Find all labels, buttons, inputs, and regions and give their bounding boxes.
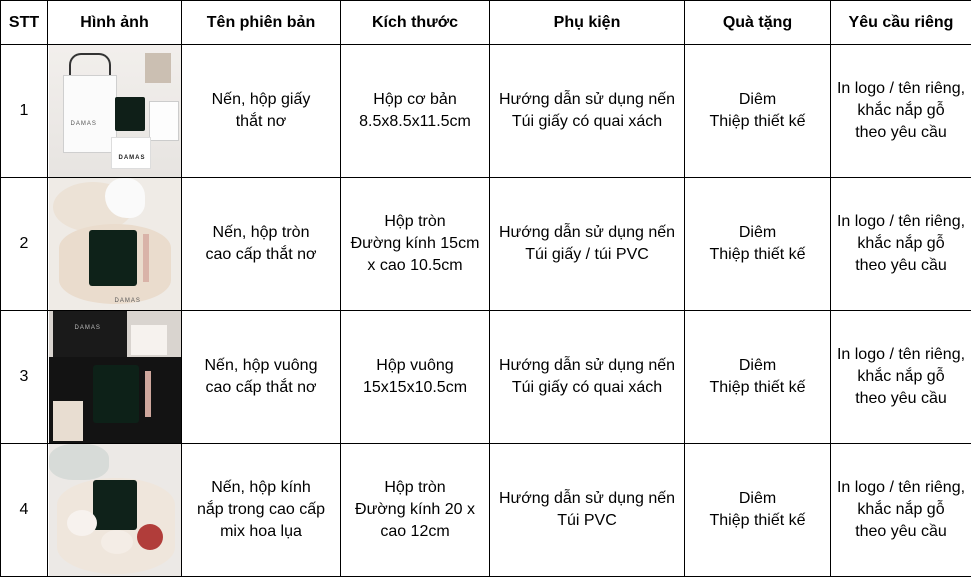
gifts-cell — [685, 311, 831, 444]
cell-line: In logo / tên riêng, — [834, 78, 968, 100]
cell-line: khắc nắp gỗ — [834, 366, 968, 388]
image-logo-text: DAMAS — [115, 290, 141, 310]
cell-line: Hộp tròn — [344, 211, 486, 233]
stt-cell: 2 — [1, 178, 48, 311]
card-logo-text: DAMAS — [119, 147, 146, 169]
product-image — [49, 178, 181, 310]
cell-line: thắt nơ — [185, 111, 337, 133]
accessories-cell — [490, 311, 685, 444]
size-cell — [341, 45, 490, 178]
cell-line: Hộp vuông — [344, 355, 486, 377]
cell-line: Thiệp thiết kế — [688, 111, 827, 133]
accessories-cell — [490, 444, 685, 577]
cell-line: Túi giấy có quai xách — [493, 377, 681, 399]
cell-line: Hướng dẫn sử dụng nến — [493, 222, 681, 244]
cell-line: Túi giấy có quai xách — [493, 111, 681, 133]
cell-line: In logo / tên riêng, — [834, 344, 968, 366]
image-cell — [48, 444, 182, 577]
table-row — [1, 311, 971, 444]
accessories-cell — [490, 178, 685, 311]
stt-cell: 1 — [1, 45, 48, 178]
cell-line: cao cấp thắt nơ — [185, 244, 337, 266]
cell-line: In logo / tên riêng, — [834, 211, 968, 233]
header-gifts: Quà tặng — [685, 1, 831, 45]
cell-line: Thiệp thiết kế — [688, 510, 827, 532]
stt-cell: 3 — [1, 311, 48, 444]
cell-line: 15x15x10.5cm — [344, 377, 486, 399]
cell-line: cao cấp thắt nơ — [185, 377, 337, 399]
size-cell — [341, 444, 490, 577]
header-custom-request: Yêu cầu riêng — [831, 1, 971, 45]
cell-line: Diêm — [688, 222, 827, 244]
product-image — [49, 45, 181, 177]
header-image: Hình ảnh — [48, 1, 182, 45]
cell-line: Nến, hộp giấy — [185, 89, 337, 111]
header-row — [1, 1, 971, 45]
header-version-name: Tên phiên bản — [182, 1, 341, 45]
cell-line: Thiệp thiết kế — [688, 244, 827, 266]
cell-line: Hộp tròn — [344, 477, 486, 499]
cell-line: khắc nắp gỗ — [834, 233, 968, 255]
cell-line: In logo / tên riêng, — [834, 477, 968, 499]
cell-line: Thiệp thiết kế — [688, 377, 827, 399]
cell-line: Diêm — [688, 488, 827, 510]
header-size: Kích thước — [341, 1, 490, 45]
size-cell — [341, 178, 490, 311]
cell-line: Đường kính 20 x — [344, 499, 486, 521]
cell-line: cao 12cm — [344, 521, 486, 543]
gifts-cell — [685, 178, 831, 311]
custom-request-cell — [831, 311, 971, 444]
cell-line: nắp trong cao cấp — [185, 499, 337, 521]
image-logo-text: DAMAS — [75, 317, 101, 339]
custom-request-cell — [831, 45, 971, 178]
cell-line: Đường kính 15cm — [344, 233, 486, 255]
version-name-cell — [182, 178, 341, 311]
cell-line: Túi PVC — [493, 510, 681, 532]
cell-line: Nến, hộp tròn — [185, 222, 337, 244]
cell-line: theo yêu cầu — [834, 388, 968, 410]
cell-line: Diêm — [688, 89, 827, 111]
size-cell — [341, 311, 490, 444]
image-cell — [48, 178, 182, 311]
version-name-cell — [182, 45, 341, 178]
table-row — [1, 444, 971, 577]
cell-line: Hướng dẫn sử dụng nến — [493, 89, 681, 111]
cell-line: theo yêu cầu — [834, 521, 968, 543]
cell-line: 8.5x8.5x11.5cm — [344, 111, 486, 133]
cell-line: khắc nắp gỗ — [834, 100, 968, 122]
cell-line: mix hoa lụa — [185, 521, 337, 543]
gifts-cell — [685, 45, 831, 178]
cell-line: Hướng dẫn sử dụng nến — [493, 355, 681, 377]
cell-line: theo yêu cầu — [834, 122, 968, 144]
table-row — [1, 178, 971, 311]
product-image — [49, 311, 181, 443]
cell-line: khắc nắp gỗ — [834, 499, 968, 521]
gifts-cell — [685, 444, 831, 577]
header-accessories: Phụ kiện — [490, 1, 685, 45]
image-cell — [48, 311, 182, 444]
cell-line: Hướng dẫn sử dụng nến — [493, 488, 681, 510]
version-name-cell — [182, 311, 341, 444]
table-row — [1, 45, 971, 178]
custom-request-cell — [831, 444, 971, 577]
cell-line: Diêm — [688, 355, 827, 377]
cell-line: theo yêu cầu — [834, 255, 968, 277]
cell-line: x cao 10.5cm — [344, 255, 486, 277]
image-cell — [48, 45, 182, 178]
stt-cell: 4 — [1, 444, 48, 577]
cell-line: Túi giấy / túi PVC — [493, 244, 681, 266]
cell-line: Hộp cơ bản — [344, 89, 486, 111]
cell-line: Nến, hộp kính — [185, 477, 337, 499]
product-image — [49, 444, 181, 576]
cell-line: Nến, hộp vuông — [185, 355, 337, 377]
version-name-cell — [182, 444, 341, 577]
accessories-cell — [490, 45, 685, 178]
bag-logo-text: DAMAS — [71, 113, 97, 135]
custom-request-cell — [831, 178, 971, 311]
header-stt: STT — [1, 1, 48, 45]
